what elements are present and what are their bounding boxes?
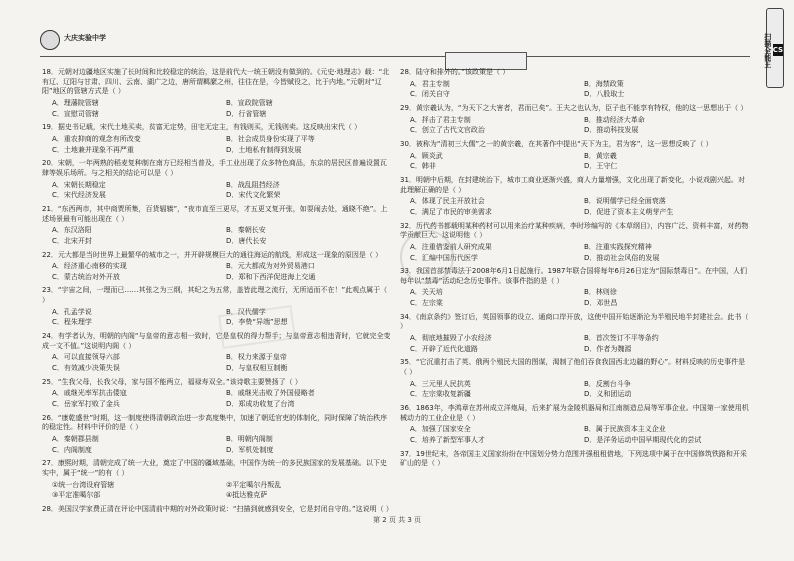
option-text: B．战乱阻挡经济 [226,180,280,189]
question-text: 18．元朝对边疆地区实施了长时间和比较稳定的统治，这是前代大一统王朝没有做到的。《元史·地理志》载：“北有辽、辽阳与甘肃、四川、云南、湖广之边，唐所谓羁縻之州，往往在是，今皆赋役之，比于内地。”元朝对“辽阳”地区的管辖方式是（ ） [42,68,390,96]
option-text: D．推动社会风俗的发展 [584,253,660,262]
watermark-seal [400,230,454,284]
option-text: D．是洋务运动中国早期现代化的尝试 [584,436,702,444]
question-text: 24．有学者认为，明朝的内阁“与皇帝的意志相一致时，它是皇权的得力帮手；与皇帝意志相违背时，它就完全变成一文不值。”这说明内阁（ ） [42,332,391,350]
option-text: ④抵达雅克萨 [226,491,268,500]
option-text: C．宋代经济发展 [52,191,106,200]
option-text: C．程朱理学 [52,318,92,327]
question-block [42,378,392,410]
option-text: C．北宋开封 [52,236,92,245]
option-text: D．行省管辖 [226,109,267,118]
question-block [400,404,750,446]
option-text: D．作者为魏源 [584,344,632,353]
option-text: A．体现了民主开放社会 [410,197,485,206]
question-block [42,414,392,456]
option-text: B．推动经济大革命 [584,115,645,124]
options-group [410,197,750,217]
question-text: 33．我国首部禁毒法于2008年6月1日起施行。1987年联合国将每年6月26日定为“国际禁毒日”。在中国，人们每年以“禁毒”活动纪念历史事件。该事件指的是（ ） [400,267,748,285]
option-text: C．创立了古代文官政治 [410,126,485,135]
scan-brand [763,8,784,88]
question-block [400,176,750,218]
option-text: C．有效减少决策失误 [52,364,120,373]
question-text: 21．“东西两市，其中商贾所集，百货辐辏”，“夜市直至三更尽，才五更又复开张，如耍闹去处，通晓不绝”。上述场景最有可能出现在（ ） [42,204,388,223]
option-text: A．加强了国家安全 [410,425,471,434]
option-text: A．孔孟学说 [52,307,92,316]
options-group [52,181,392,201]
option-text: D．义和团运动 [584,390,632,399]
question-block [400,313,750,355]
option-text: B．元大都成为对外贸易港口 [226,262,315,271]
option-text: ②平定噶尔丹叛乱 [226,480,282,489]
question-block [400,358,750,400]
options-group [52,135,392,155]
question-text: 34．《南京条约》签订后，英国领事的设立、通商口岸开放，这使中国开始逐渐沦为半殖民地半封建社会。此书（ ） [400,312,749,331]
options-group [410,243,750,263]
question-text: 32．历代药书都载明某种药材可以用来治疗某种疾病，李时珍编写的《本草纲目》，内容广泛、资料丰富，对药物学贡献巨大。这说明他（ ） [400,221,749,240]
options-group [410,116,750,136]
option-text: B．黄宗羲 [584,151,617,160]
cs-logo-icon: CS [772,46,783,54]
options-group [52,353,392,373]
option-text: A．经济重心南移的实现 [52,262,127,271]
question-block [42,459,392,501]
question-block [42,123,392,155]
option-text: A．彻底地摧毁了小农经济 [410,334,492,343]
question-text: 20．宋朝，一年两熟的稻麦复种制在南方已经相当普及，手工业出现了众多特色商品，东京的居民区普遍设置瓦肆等娱乐场所。与之相关的结论可以是（ ） [42,159,387,177]
option-text: B．林则徐 [584,288,617,297]
option-text: D．唐代长安 [226,236,267,245]
option-text: A．理藩院管辖 [52,98,99,107]
page-footer: 第 2 页 共 3 页 [372,516,422,524]
question-block [400,68,750,100]
question-text: 30．被称为“清初三大儒”之一的黄宗羲，在其著作中提出“天下为主，君为客”，这一思想反映了（ ） [400,139,713,148]
option-text: B．宣政院管辖 [226,98,273,107]
option-text: C．闭关自守 [410,90,450,99]
right-column [400,68,750,473]
question-text: 35．“它沉重打击了英、俄两个殖民大国的图谋，渴制了他们吞食我国西北边疆的野心”。材料反映的历史事件是（ ） [400,358,746,377]
question-block [42,159,392,201]
question-block [42,68,392,119]
question-block [42,332,392,374]
header [40,30,750,57]
option-text: C．内阁制度 [52,445,92,454]
option-text: A．重农抑商的观念有所改变 [52,134,141,143]
option-text: A．顾炎武 [410,151,443,160]
option-text: C．蒙古统治对外开放 [52,272,120,281]
option-text: D．八股取士 [584,90,625,99]
school-name: 大庆实验中学 [64,34,106,42]
option-text: B．权力来源于皇帝 [226,353,287,362]
option-text: C．左宗棠收复新疆 [410,390,471,399]
options-group [410,380,750,400]
option-text: D．郑成功收复了台湾 [226,400,295,409]
question-text: 27．康熙时期，清朝完成了统一大业，奠定了中国的疆域基础，中国作为统一的多民族国家的发展基础。以下史实中，属于“统一”的有（ ） [42,459,387,477]
question-block [400,140,750,172]
option-text: ③平定准噶尔部 [52,491,101,500]
question-text: 26．“康乾盛世”时期，这一制度使得清朝政治进一步高度集中，加速了朝廷官吏的体制化，同时保障了统治秩序的稳定性。材料中评价的是（ ） [42,413,388,432]
question-text: 36．1863年，李鸿章在苏州成立洋炮局，后来扩展为金陵机器局和江南制造总局等军事企业。中国第一家使用机械动力的工业企业是（ ） [400,404,749,422]
option-text: B．属于民族资本主义企业 [584,425,666,434]
question-text: 29．黄宗羲认为，“为天下之大害者，君而已矣”。王夫之也认为，臣子也不能享有特权，他的这一思想出于（ ） [400,103,748,112]
option-text: D．促进了资本主义萌芽产生 [584,207,674,216]
school-logo [40,30,60,50]
option-text: D．宋代文化繁荣 [226,191,281,200]
question-block [42,205,392,247]
option-text: C．汇编中国历代医学 [410,253,478,262]
option-text: A．抨击了君主专制 [410,115,471,124]
options-group [52,389,392,409]
options-group [52,481,392,501]
option-text: D．王守仁 [584,162,618,171]
option-text: B．反割台斗争 [584,379,631,388]
question-text: 19．据史书记载，宋代土地买卖，贫富无定势，田宅无定主，有钱则买，无钱则卖。这反映出宋代（ ） [42,123,362,132]
question-block [400,104,750,136]
option-text: A．可以直接领导六部 [52,353,120,362]
option-text: C．宣慰司管辖 [52,109,99,118]
option-text: D．李贽“异端”思想 [226,318,288,327]
question-text: 28．陆守和排外的。”该政策是（ ） [400,68,510,76]
option-text: A．秦朝郡县制 [52,435,99,443]
option-text: A．戚继光率军抗击倭寇 [52,389,127,398]
question-text: 22．元大都是当时世界上最繁华的城市之一，并开辟规模巨大的通往海运的航线，形成这一现象的原因是（ ） [42,250,383,259]
question-block [42,505,392,515]
option-text: C．培养了新型军事人才 [410,436,485,444]
scan-brand-label: 扫描全能王 [763,32,772,68]
option-text: B．戚继光击败了外国侵略者 [226,389,315,398]
option-text: B．秦朝长安 [226,226,266,235]
question-block [42,251,392,283]
option-text: D．郑和下西洋促进海上交通 [226,272,316,281]
question-text: 31．明朝中后期，在封建统治下，城市工商业逐渐兴盛，商人力量增强，文化出现了新变化，小说戏剧兴起。对此理解正确的是（ ） [400,175,745,194]
options-group [52,435,392,455]
question-block [42,286,392,328]
option-text: A．君主专制 [410,79,450,88]
option-text: C．满足了市民的审美需求 [410,207,492,216]
options-group [410,425,750,445]
option-text: A．关天培 [410,288,443,297]
options-group [410,334,750,354]
option-text: A．宋朝长期稳定 [52,180,106,189]
left-column [42,68,392,519]
options-group [410,152,750,172]
option-text: B．注重实践探究精神 [584,242,652,251]
question-text: 28．美国汉学家费正清在评论中国清前中期的对外政策时说：“扫描到就感到安全，它是封闭自守的。”这说明（ ） [42,504,393,513]
option-text: A．东汉洛阳 [52,226,92,235]
option-text: D．与皇权相互制衡 [226,364,288,373]
option-text: D．推动科技发展 [584,126,639,135]
option-text: C．开辟了近代化道路 [410,344,478,353]
option-text: B．说明儒学已经全面衰落 [584,197,666,206]
option-text: D．军机处制度 [226,445,274,454]
option-text: ①统一台湾设府管辖 [52,480,115,489]
question-text: 37．19世纪末，各帝国主义国家纷纷在中国划分势力范围并强租租借地，下列选项中属于在中国修筑铁路和开采矿山的是（ ） [400,449,747,468]
question-block [400,267,750,309]
option-text: A．注重借鉴前人研究成果 [410,242,492,251]
option-text: A．三元里人民抗英 [410,379,471,388]
option-text: B．汉代儒学 [226,307,266,316]
options-group [52,226,392,246]
question-text: 23．“宇宙之间，一理而已……其张之为三纲，其纪之为五常，盖皆此理之流行，无所适而不在！”此观点属于（ ） [42,286,388,305]
option-text: B．社会成员身份实现了平等 [226,134,315,143]
options-group [410,80,750,100]
option-text: D．邓世昌 [584,299,618,308]
question-block [400,450,750,469]
option-text: C．土地兼并现象不再严重 [52,145,134,154]
options-group [410,288,750,308]
option-text: C．左宗棠 [410,299,443,308]
options-group [52,99,392,119]
option-text: B．首次签订不平等条约 [584,334,659,343]
question-text: 25．“生我父母，长我父母，家与国不能两立，福禄寿双全。”该诗歌主要赞扬了（ ） [42,377,302,386]
option-text: D．土地私有制得到发展 [226,145,302,154]
options-group [52,262,392,282]
option-text: B．明朝内阁制 [226,435,273,443]
option-text: B．海禁政策 [584,79,624,88]
option-text: C．韩非 [410,162,436,171]
option-text: C．岳家军打败了金兵 [52,400,120,409]
